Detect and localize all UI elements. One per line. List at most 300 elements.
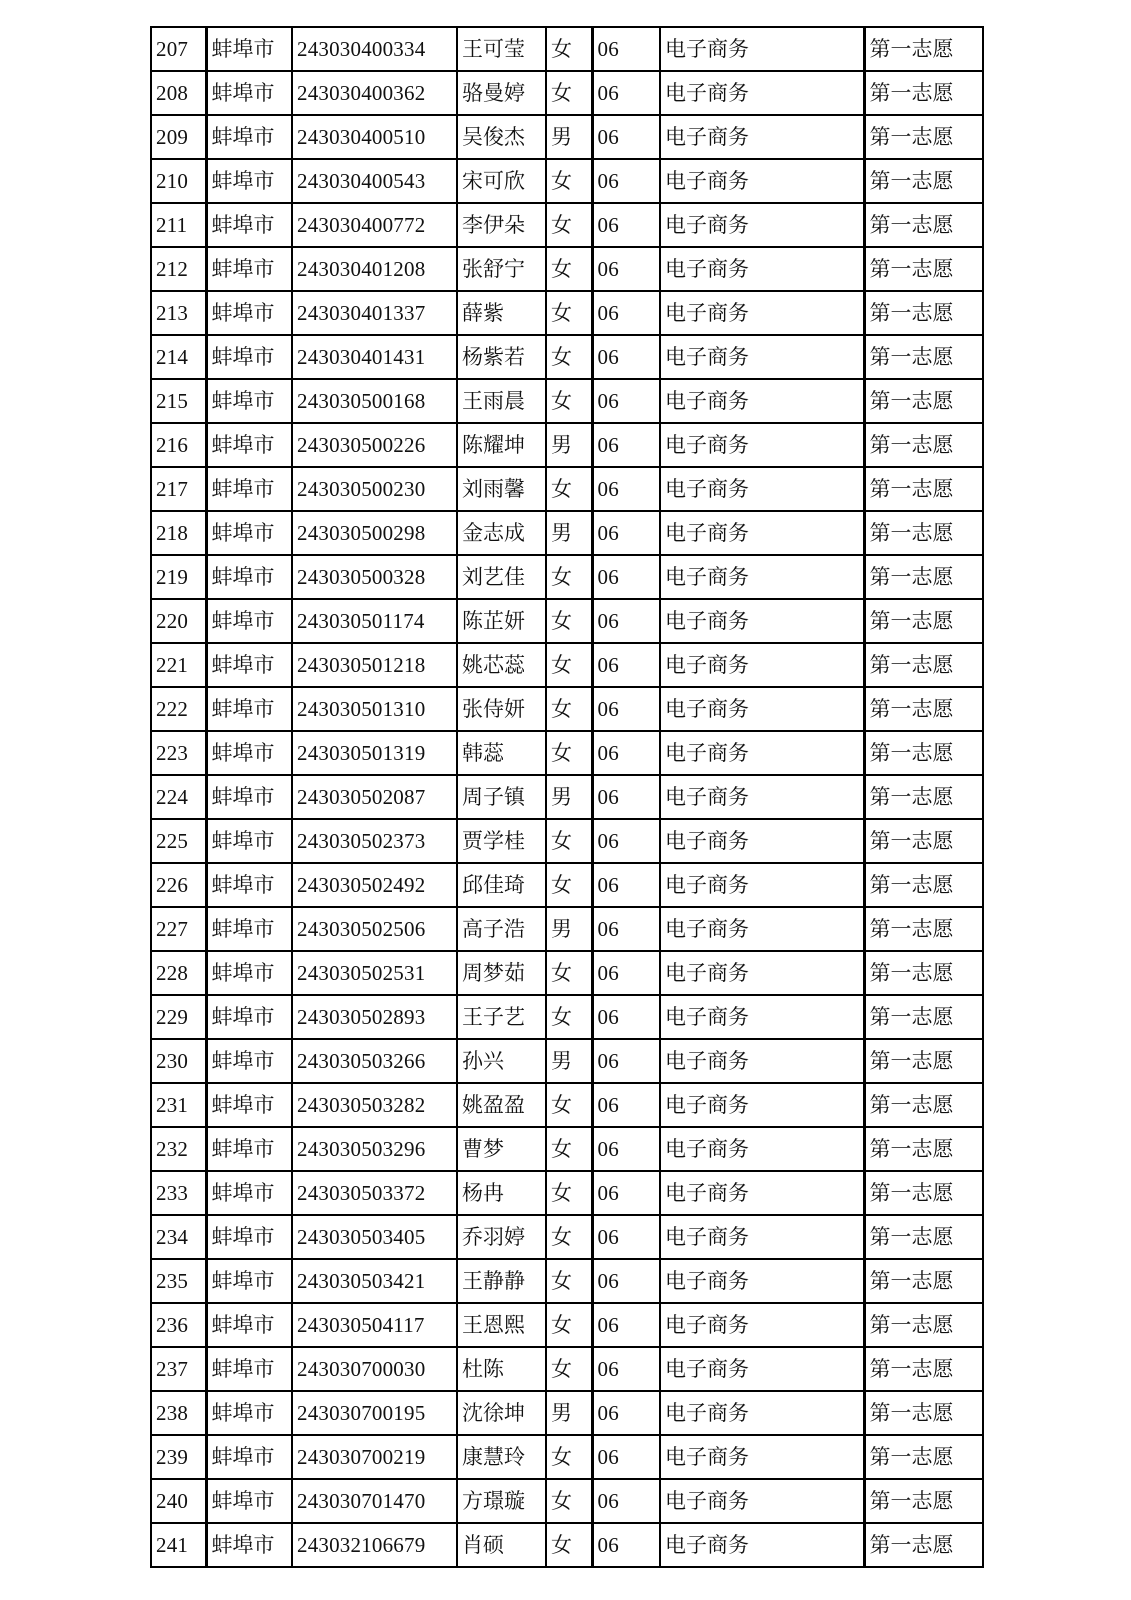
choice-cell: 第一志愿 <box>864 687 983 731</box>
table-row <box>151 335 983 379</box>
major-cell: 电子商务 <box>660 687 864 731</box>
name-cell: 方璟璇 <box>457 1479 546 1523</box>
gender-cell: 女 <box>546 819 592 863</box>
choice-cell: 第一志愿 <box>864 247 983 291</box>
major-code-cell: 06 <box>592 511 660 555</box>
city-cell: 蚌埠市 <box>206 1127 292 1171</box>
name-cell: 刘艺佳 <box>457 555 546 599</box>
choice-cell: 第一志愿 <box>864 1523 983 1567</box>
city-cell: 蚌埠市 <box>206 71 292 115</box>
major-code-cell: 06 <box>592 247 660 291</box>
row-index-cell: 226 <box>151 863 206 907</box>
name-cell: 康慧玲 <box>457 1435 546 1479</box>
choice-cell: 第一志愿 <box>864 951 983 995</box>
gender-cell: 男 <box>546 423 592 467</box>
choice-cell: 第一志愿 <box>864 1303 983 1347</box>
major-code-cell: 06 <box>592 1127 660 1171</box>
choice-cell: 第一志愿 <box>864 775 983 819</box>
candidate-id-cell: 243030503405 <box>292 1215 457 1259</box>
major-cell: 电子商务 <box>660 1435 864 1479</box>
choice-cell: 第一志愿 <box>864 863 983 907</box>
row-index-cell: 222 <box>151 687 206 731</box>
gender-cell: 女 <box>546 687 592 731</box>
candidate-id-cell: 243030500230 <box>292 467 457 511</box>
major-code-cell: 06 <box>592 335 660 379</box>
table-row <box>151 1391 983 1435</box>
gender-cell: 女 <box>546 1215 592 1259</box>
choice-cell: 第一志愿 <box>864 1127 983 1171</box>
major-code-cell: 06 <box>592 159 660 203</box>
row-index-cell: 219 <box>151 555 206 599</box>
table-row <box>151 511 983 555</box>
city-cell: 蚌埠市 <box>206 423 292 467</box>
major-cell: 电子商务 <box>660 1479 864 1523</box>
candidate-id-cell: 243030401337 <box>292 291 457 335</box>
name-cell: 孙兴 <box>457 1039 546 1083</box>
major-code-cell: 06 <box>592 951 660 995</box>
table-row <box>151 555 983 599</box>
city-cell: 蚌埠市 <box>206 907 292 951</box>
candidate-id-cell: 243030400772 <box>292 203 457 247</box>
candidate-id-cell: 243030701470 <box>292 1479 457 1523</box>
gender-cell: 女 <box>546 1083 592 1127</box>
candidate-id-cell: 243030503421 <box>292 1259 457 1303</box>
major-code-cell: 06 <box>592 1215 660 1259</box>
major-cell: 电子商务 <box>660 71 864 115</box>
major-cell: 电子商务 <box>660 1127 864 1171</box>
table-row <box>151 71 983 115</box>
choice-cell: 第一志愿 <box>864 819 983 863</box>
choice-cell: 第一志愿 <box>864 731 983 775</box>
major-cell: 电子商务 <box>660 731 864 775</box>
city-cell: 蚌埠市 <box>206 1259 292 1303</box>
row-index-cell: 230 <box>151 1039 206 1083</box>
name-cell: 陈芷妍 <box>457 599 546 643</box>
document-page <box>150 26 984 1568</box>
row-index-cell: 232 <box>151 1127 206 1171</box>
city-cell: 蚌埠市 <box>206 1479 292 1523</box>
choice-cell: 第一志愿 <box>864 599 983 643</box>
name-cell: 杨紫若 <box>457 335 546 379</box>
table-row <box>151 1303 983 1347</box>
candidate-id-cell: 243030400334 <box>292 27 457 71</box>
gender-cell: 女 <box>546 1347 592 1391</box>
table-row <box>151 1523 983 1567</box>
candidate-id-cell: 243030502087 <box>292 775 457 819</box>
gender-cell: 男 <box>546 1391 592 1435</box>
choice-cell: 第一志愿 <box>864 71 983 115</box>
major-cell: 电子商务 <box>660 423 864 467</box>
row-index-cell: 235 <box>151 1259 206 1303</box>
major-code-cell: 06 <box>592 1479 660 1523</box>
name-cell: 乔羽婷 <box>457 1215 546 1259</box>
choice-cell: 第一志愿 <box>864 643 983 687</box>
name-cell: 吴俊杰 <box>457 115 546 159</box>
table-row <box>151 247 983 291</box>
choice-cell: 第一志愿 <box>864 1039 983 1083</box>
major-code-cell: 06 <box>592 27 660 71</box>
major-cell: 电子商务 <box>660 1347 864 1391</box>
row-index-cell: 208 <box>151 71 206 115</box>
row-index-cell: 236 <box>151 1303 206 1347</box>
name-cell: 王静静 <box>457 1259 546 1303</box>
city-cell: 蚌埠市 <box>206 27 292 71</box>
table-row <box>151 599 983 643</box>
city-cell: 蚌埠市 <box>206 1391 292 1435</box>
row-index-cell: 238 <box>151 1391 206 1435</box>
row-index-cell: 209 <box>151 115 206 159</box>
row-index-cell: 239 <box>151 1435 206 1479</box>
choice-cell: 第一志愿 <box>864 1215 983 1259</box>
gender-cell: 女 <box>546 291 592 335</box>
name-cell: 杨冉 <box>457 1171 546 1215</box>
city-cell: 蚌埠市 <box>206 643 292 687</box>
row-index-cell: 214 <box>151 335 206 379</box>
major-cell: 电子商务 <box>660 863 864 907</box>
row-index-cell: 218 <box>151 511 206 555</box>
candidate-id-cell: 243030502373 <box>292 819 457 863</box>
choice-cell: 第一志愿 <box>864 995 983 1039</box>
candidate-id-cell: 243030504117 <box>292 1303 457 1347</box>
major-cell: 电子商务 <box>660 379 864 423</box>
candidate-id-cell: 243030700219 <box>292 1435 457 1479</box>
name-cell: 姚盈盈 <box>457 1083 546 1127</box>
candidate-id-cell: 243030700195 <box>292 1391 457 1435</box>
row-index-cell: 223 <box>151 731 206 775</box>
major-code-cell: 06 <box>592 203 660 247</box>
city-cell: 蚌埠市 <box>206 203 292 247</box>
gender-cell: 女 <box>546 1523 592 1567</box>
gender-cell: 女 <box>546 951 592 995</box>
candidate-id-cell: 243030502531 <box>292 951 457 995</box>
choice-cell: 第一志愿 <box>864 1435 983 1479</box>
name-cell: 高子浩 <box>457 907 546 951</box>
major-code-cell: 06 <box>592 555 660 599</box>
candidate-id-cell: 243030503282 <box>292 1083 457 1127</box>
table-row <box>151 467 983 511</box>
row-index-cell: 227 <box>151 907 206 951</box>
admission-table <box>150 26 984 1568</box>
gender-cell: 女 <box>546 599 592 643</box>
gender-cell: 女 <box>546 995 592 1039</box>
major-code-cell: 06 <box>592 1039 660 1083</box>
major-cell: 电子商务 <box>660 775 864 819</box>
city-cell: 蚌埠市 <box>206 1039 292 1083</box>
row-index-cell: 224 <box>151 775 206 819</box>
choice-cell: 第一志愿 <box>864 379 983 423</box>
name-cell: 周子镇 <box>457 775 546 819</box>
table-row <box>151 115 983 159</box>
candidate-id-cell: 243030400543 <box>292 159 457 203</box>
table-row <box>151 1127 983 1171</box>
city-cell: 蚌埠市 <box>206 1171 292 1215</box>
city-cell: 蚌埠市 <box>206 1083 292 1127</box>
gender-cell: 女 <box>546 863 592 907</box>
name-cell: 张侍妍 <box>457 687 546 731</box>
table-row <box>151 995 983 1039</box>
candidate-id-cell: 243030501319 <box>292 731 457 775</box>
name-cell: 李伊朵 <box>457 203 546 247</box>
table-row <box>151 1479 983 1523</box>
row-index-cell: 229 <box>151 995 206 1039</box>
name-cell: 贾学桂 <box>457 819 546 863</box>
major-cell: 电子商务 <box>660 995 864 1039</box>
choice-cell: 第一志愿 <box>864 291 983 335</box>
candidate-id-cell: 243030503296 <box>292 1127 457 1171</box>
candidate-id-cell: 243030501174 <box>292 599 457 643</box>
gender-cell: 女 <box>546 1435 592 1479</box>
city-cell: 蚌埠市 <box>206 1347 292 1391</box>
city-cell: 蚌埠市 <box>206 511 292 555</box>
major-code-cell: 06 <box>592 423 660 467</box>
table-row <box>151 159 983 203</box>
gender-cell: 女 <box>546 1127 592 1171</box>
city-cell: 蚌埠市 <box>206 247 292 291</box>
major-cell: 电子商务 <box>660 819 864 863</box>
candidate-id-cell: 243030400510 <box>292 115 457 159</box>
major-code-cell: 06 <box>592 995 660 1039</box>
choice-cell: 第一志愿 <box>864 203 983 247</box>
major-cell: 电子商务 <box>660 1215 864 1259</box>
row-index-cell: 233 <box>151 1171 206 1215</box>
major-cell: 电子商务 <box>660 335 864 379</box>
city-cell: 蚌埠市 <box>206 1303 292 1347</box>
table-row <box>151 423 983 467</box>
name-cell: 邱佳琦 <box>457 863 546 907</box>
city-cell: 蚌埠市 <box>206 599 292 643</box>
major-code-cell: 06 <box>592 1171 660 1215</box>
row-index-cell: 215 <box>151 379 206 423</box>
row-index-cell: 234 <box>151 1215 206 1259</box>
major-cell: 电子商务 <box>660 1303 864 1347</box>
major-code-cell: 06 <box>592 1523 660 1567</box>
choice-cell: 第一志愿 <box>864 159 983 203</box>
candidate-id-cell: 243030700030 <box>292 1347 457 1391</box>
name-cell: 周梦茹 <box>457 951 546 995</box>
name-cell: 陈耀坤 <box>457 423 546 467</box>
row-index-cell: 221 <box>151 643 206 687</box>
gender-cell: 女 <box>546 1171 592 1215</box>
city-cell: 蚌埠市 <box>206 731 292 775</box>
major-cell: 电子商务 <box>660 159 864 203</box>
table-row <box>151 1435 983 1479</box>
candidate-id-cell: 243030503266 <box>292 1039 457 1083</box>
major-code-cell: 06 <box>592 71 660 115</box>
gender-cell: 女 <box>546 467 592 511</box>
table-row <box>151 1259 983 1303</box>
city-cell: 蚌埠市 <box>206 467 292 511</box>
name-cell: 王恩熙 <box>457 1303 546 1347</box>
table-row <box>151 731 983 775</box>
candidate-id-cell: 243030401208 <box>292 247 457 291</box>
choice-cell: 第一志愿 <box>864 115 983 159</box>
gender-cell: 男 <box>546 1039 592 1083</box>
name-cell: 王子艺 <box>457 995 546 1039</box>
major-cell: 电子商务 <box>660 643 864 687</box>
row-index-cell: 212 <box>151 247 206 291</box>
gender-cell: 女 <box>546 71 592 115</box>
city-cell: 蚌埠市 <box>206 1215 292 1259</box>
major-cell: 电子商务 <box>660 599 864 643</box>
major-cell: 电子商务 <box>660 1391 864 1435</box>
row-index-cell: 216 <box>151 423 206 467</box>
row-index-cell: 231 <box>151 1083 206 1127</box>
name-cell: 宋可欣 <box>457 159 546 203</box>
table-row <box>151 907 983 951</box>
table-row <box>151 1347 983 1391</box>
table-row <box>151 775 983 819</box>
table-row <box>151 291 983 335</box>
major-code-cell: 06 <box>592 291 660 335</box>
name-cell: 杜陈 <box>457 1347 546 1391</box>
major-cell: 电子商务 <box>660 1083 864 1127</box>
gender-cell: 女 <box>546 731 592 775</box>
table-row <box>151 1215 983 1259</box>
name-cell: 王雨晨 <box>457 379 546 423</box>
candidate-id-cell: 243030401431 <box>292 335 457 379</box>
major-cell: 电子商务 <box>660 907 864 951</box>
name-cell: 沈徐坤 <box>457 1391 546 1435</box>
major-cell: 电子商务 <box>660 1259 864 1303</box>
row-index-cell: 225 <box>151 819 206 863</box>
major-code-cell: 06 <box>592 599 660 643</box>
table-row <box>151 819 983 863</box>
city-cell: 蚌埠市 <box>206 291 292 335</box>
choice-cell: 第一志愿 <box>864 467 983 511</box>
gender-cell: 女 <box>546 1259 592 1303</box>
gender-cell: 女 <box>546 643 592 687</box>
city-cell: 蚌埠市 <box>206 951 292 995</box>
choice-cell: 第一志愿 <box>864 511 983 555</box>
city-cell: 蚌埠市 <box>206 819 292 863</box>
name-cell: 薛紫 <box>457 291 546 335</box>
gender-cell: 女 <box>546 159 592 203</box>
gender-cell: 女 <box>546 1303 592 1347</box>
row-index-cell: 241 <box>151 1523 206 1567</box>
major-cell: 电子商务 <box>660 951 864 995</box>
major-code-cell: 06 <box>592 1347 660 1391</box>
city-cell: 蚌埠市 <box>206 775 292 819</box>
choice-cell: 第一志愿 <box>864 423 983 467</box>
gender-cell: 女 <box>546 379 592 423</box>
candidate-id-cell: 243030500298 <box>292 511 457 555</box>
table-row <box>151 687 983 731</box>
choice-cell: 第一志愿 <box>864 1479 983 1523</box>
city-cell: 蚌埠市 <box>206 115 292 159</box>
gender-cell: 女 <box>546 555 592 599</box>
city-cell: 蚌埠市 <box>206 555 292 599</box>
table-row <box>151 27 983 71</box>
gender-cell: 男 <box>546 907 592 951</box>
table-row <box>151 643 983 687</box>
candidate-id-cell: 243030500328 <box>292 555 457 599</box>
table-row <box>151 1039 983 1083</box>
major-code-cell: 06 <box>592 1259 660 1303</box>
major-code-cell: 06 <box>592 775 660 819</box>
name-cell: 刘雨馨 <box>457 467 546 511</box>
gender-cell: 男 <box>546 511 592 555</box>
major-code-cell: 06 <box>592 687 660 731</box>
candidate-id-cell: 243030502506 <box>292 907 457 951</box>
row-index-cell: 211 <box>151 203 206 247</box>
name-cell: 韩蕊 <box>457 731 546 775</box>
city-cell: 蚌埠市 <box>206 687 292 731</box>
gender-cell: 女 <box>546 335 592 379</box>
row-index-cell: 220 <box>151 599 206 643</box>
gender-cell: 女 <box>546 27 592 71</box>
city-cell: 蚌埠市 <box>206 335 292 379</box>
row-index-cell: 228 <box>151 951 206 995</box>
row-index-cell: 237 <box>151 1347 206 1391</box>
candidate-id-cell: 243032106679 <box>292 1523 457 1567</box>
city-cell: 蚌埠市 <box>206 159 292 203</box>
table-row <box>151 1171 983 1215</box>
name-cell: 王可莹 <box>457 27 546 71</box>
choice-cell: 第一志愿 <box>864 1347 983 1391</box>
table-row <box>151 951 983 995</box>
major-code-cell: 06 <box>592 819 660 863</box>
major-cell: 电子商务 <box>660 203 864 247</box>
major-code-cell: 06 <box>592 643 660 687</box>
city-cell: 蚌埠市 <box>206 1435 292 1479</box>
major-code-cell: 06 <box>592 863 660 907</box>
choice-cell: 第一志愿 <box>864 27 983 71</box>
row-index-cell: 213 <box>151 291 206 335</box>
row-index-cell: 217 <box>151 467 206 511</box>
major-cell: 电子商务 <box>660 1523 864 1567</box>
row-index-cell: 240 <box>151 1479 206 1523</box>
candidate-id-cell: 243030501218 <box>292 643 457 687</box>
choice-cell: 第一志愿 <box>864 335 983 379</box>
major-cell: 电子商务 <box>660 511 864 555</box>
name-cell: 金志成 <box>457 511 546 555</box>
table-row <box>151 379 983 423</box>
major-cell: 电子商务 <box>660 1039 864 1083</box>
gender-cell: 男 <box>546 115 592 159</box>
name-cell: 张舒宁 <box>457 247 546 291</box>
gender-cell: 女 <box>546 247 592 291</box>
name-cell: 曹梦 <box>457 1127 546 1171</box>
choice-cell: 第一志愿 <box>864 555 983 599</box>
city-cell: 蚌埠市 <box>206 863 292 907</box>
choice-cell: 第一志愿 <box>864 1259 983 1303</box>
gender-cell: 男 <box>546 775 592 819</box>
gender-cell: 女 <box>546 1479 592 1523</box>
candidate-id-cell: 243030500226 <box>292 423 457 467</box>
major-cell: 电子商务 <box>660 291 864 335</box>
gender-cell: 女 <box>546 203 592 247</box>
city-cell: 蚌埠市 <box>206 379 292 423</box>
candidate-id-cell: 243030502492 <box>292 863 457 907</box>
major-cell: 电子商务 <box>660 555 864 599</box>
table-row <box>151 1083 983 1127</box>
candidate-id-cell: 243030501310 <box>292 687 457 731</box>
major-code-cell: 06 <box>592 731 660 775</box>
major-cell: 电子商务 <box>660 1171 864 1215</box>
major-code-cell: 06 <box>592 467 660 511</box>
row-index-cell: 210 <box>151 159 206 203</box>
row-index-cell: 207 <box>151 27 206 71</box>
choice-cell: 第一志愿 <box>864 1391 983 1435</box>
major-cell: 电子商务 <box>660 247 864 291</box>
table-body <box>151 27 983 1567</box>
table-row <box>151 203 983 247</box>
name-cell: 骆曼婷 <box>457 71 546 115</box>
candidate-id-cell: 243030400362 <box>292 71 457 115</box>
candidate-id-cell: 243030503372 <box>292 1171 457 1215</box>
name-cell: 姚芯蕊 <box>457 643 546 687</box>
city-cell: 蚌埠市 <box>206 1523 292 1567</box>
